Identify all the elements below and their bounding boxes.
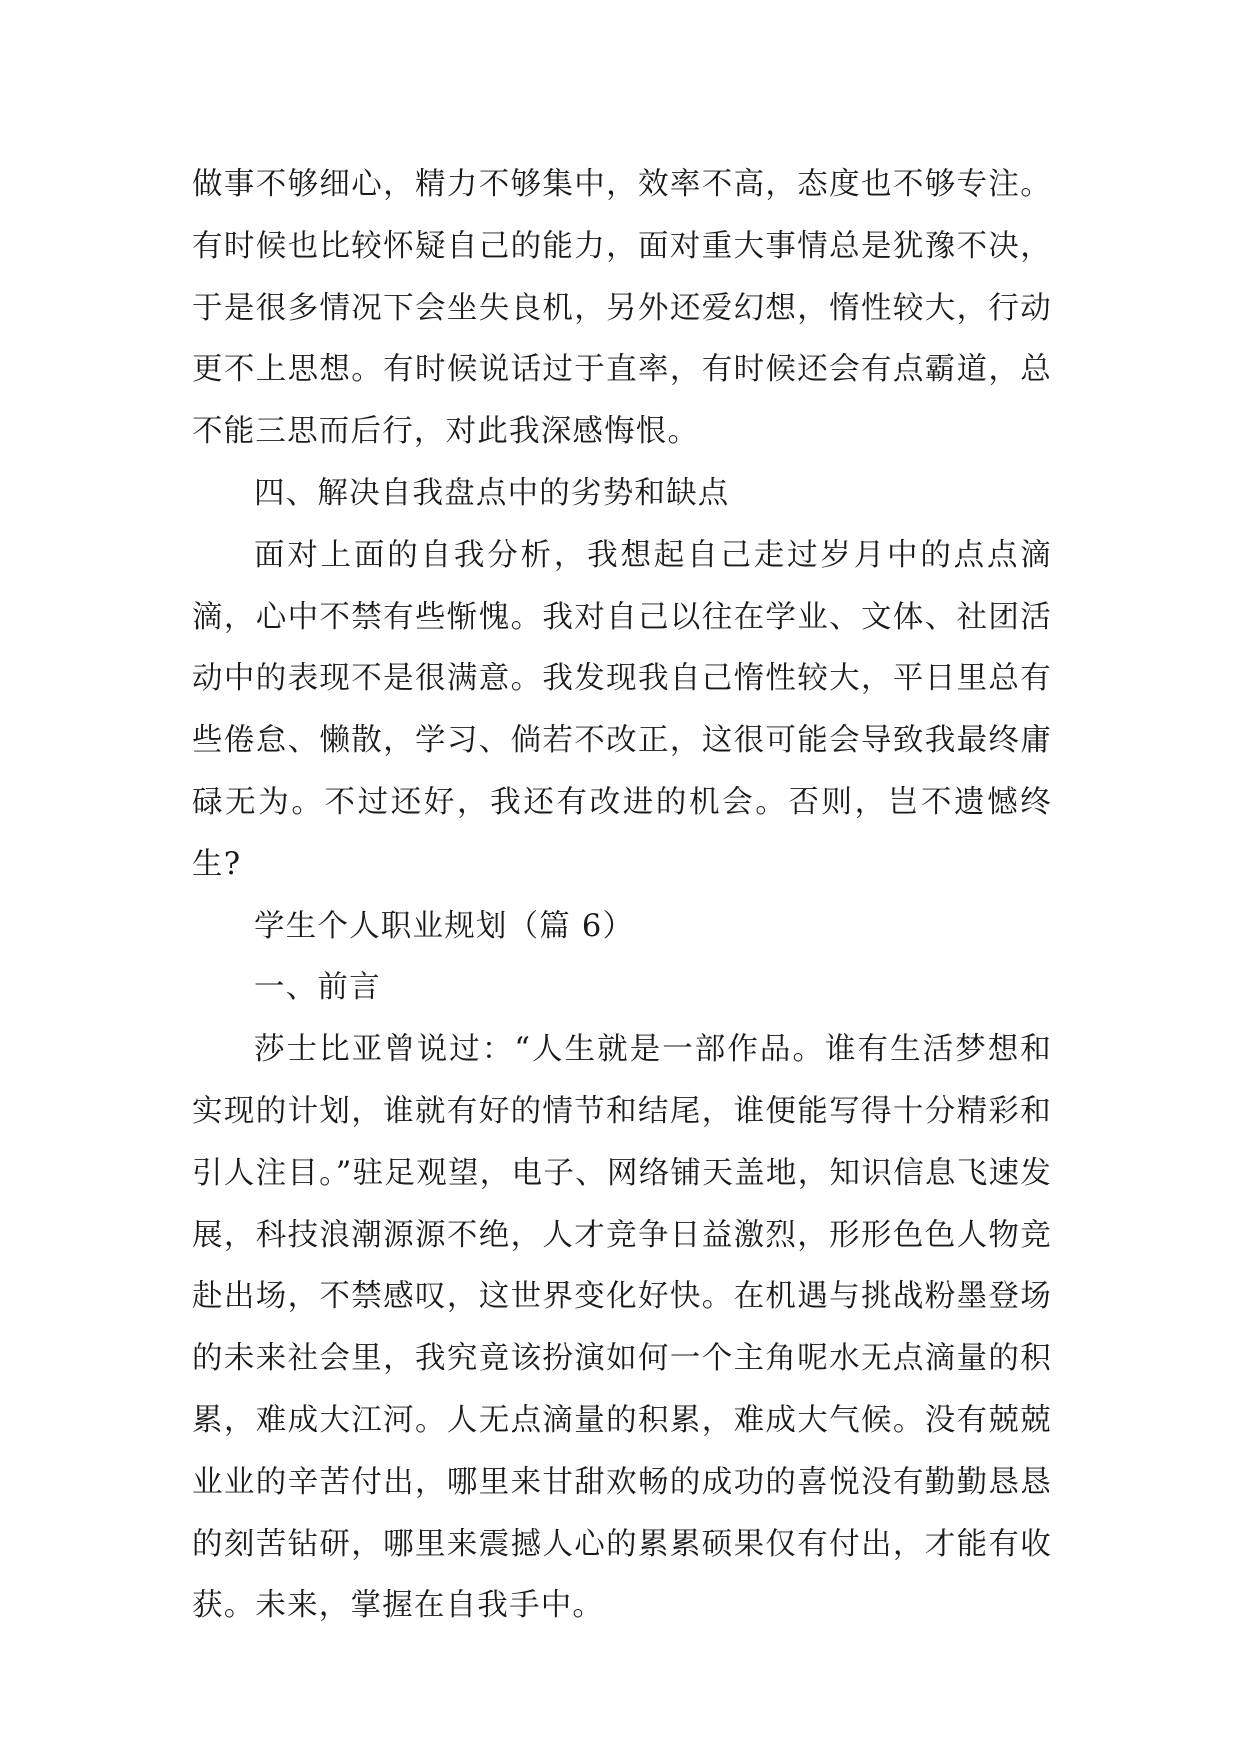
section-heading-four: 四、解决自我盘点中的劣势和缺点: [254, 475, 730, 511]
paragraph-weaknesses: 做事不够细心，精力不够集中，效率不高，态度也不够专注。有时候也比较怀疑自己的能力，面对重大事情总是犹豫不决，于是很多情况下会坐失良机，另外还爱幻想，惰性较大，行动更不上思想。有时候说话过于直率，有时候还会有点霸道，总不能三思而后行，对此我深感悔恨。: [192, 167, 1052, 450]
article-title: 学生个人职业规划（篇 6）: [254, 908, 635, 944]
section-heading-preface: 一、前言: [254, 970, 381, 1006]
document-body: [192, 154, 1052, 1637]
paragraph-self-analysis: 面对上面的自我分析，我想起自己走过岁月中的点点滴滴，心中不禁有些惭愧。我对自己以往在学业、文体、社团活动中的表现不是很满意。我发现我自己惰性较大，平日里总有些倦怠、懒散，学习、倘若不改正，这很可能会导致我最终庸碌无为。不过还好，我还有改进的机会。否则，岂不遗憾终生?: [192, 537, 1052, 882]
paragraph-preface: 莎士比亚曾说过：“人生就是一部作品。谁有生活梦想和实现的计划，谁就有好的情节和结尾，谁便能写得十分精彩和引人注目。”驻足观望，电子、网络铺天盖地，知识信息飞速发展，科技浪潮源源不绝，人才竞争日益激烈，形形色色人物竞赴出场，不禁感叹，这世界变化好快。在机遇与挑战粉墨登场的未来社会里，我究竟该扮演如何一个主角呢水无点滴量的积累，难成大江河。人无点滴量的积累，难成大气候。没有兢兢业业的辛苦付出，哪里来甘甜欢畅的成功的喜悦没有勤勤恳恳的刻苦钻研，哪里来震撼人心的累累硕果仅有付出，才能有收获。未来，掌握在自我手中。: [192, 1032, 1052, 1624]
